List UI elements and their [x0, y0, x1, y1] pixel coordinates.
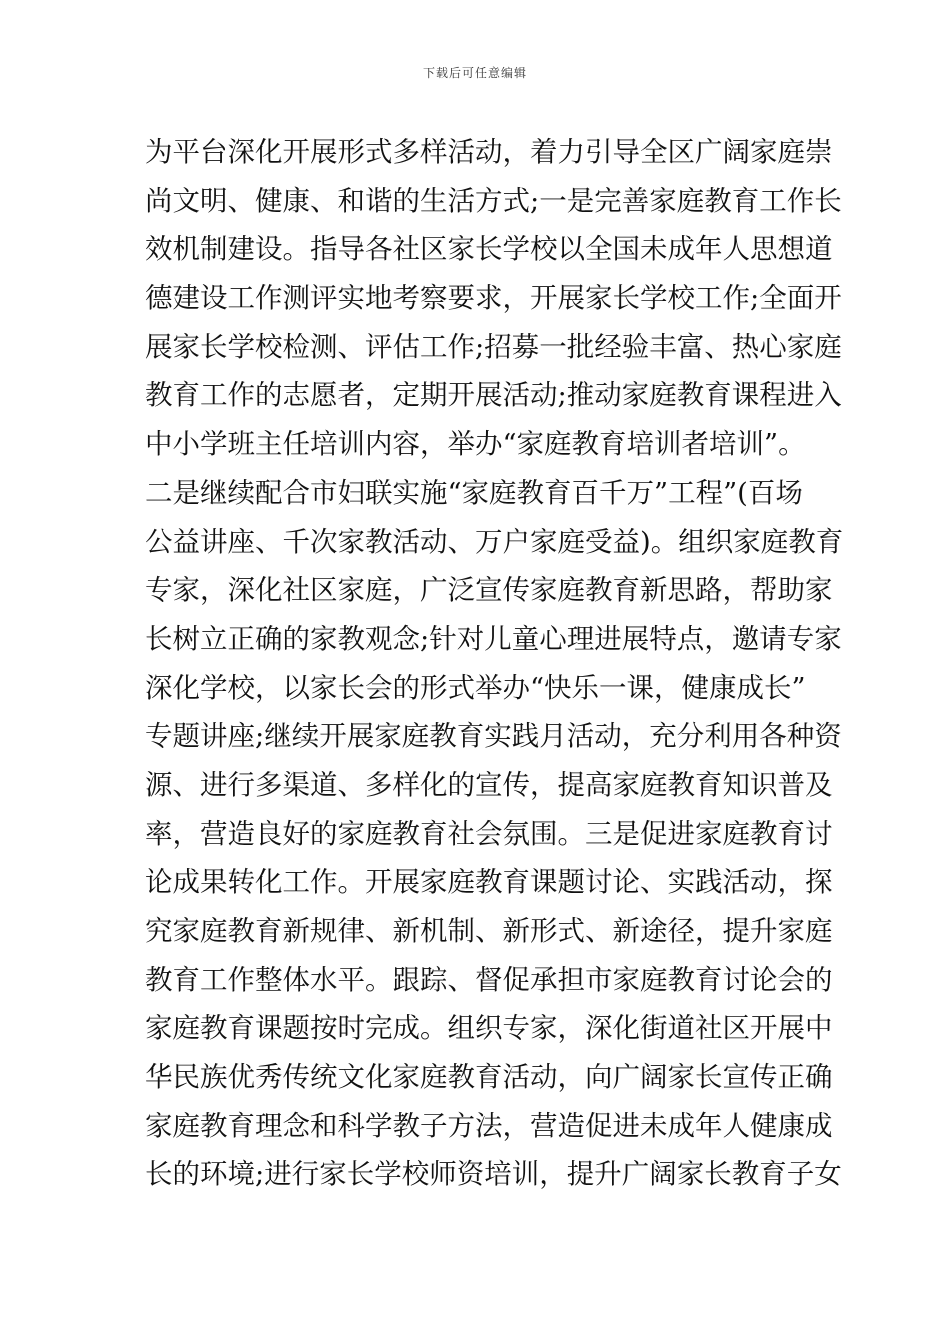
text-line: 论成果转化工作。开展家庭教育课题讨论、实践活动，探: [145, 866, 833, 899]
text-line: 二是继续配合市妇联实施“家庭教育百千万”工程”(百场: [145, 476, 803, 509]
text-line: 教育工作的志愿者，定期开展活动;推动家庭教育课程进入: [145, 379, 842, 412]
text-line: 教育工作整体水平。跟踪、督促承担市家庭教育讨论会的: [145, 963, 833, 996]
text-line: 展家长学校检测、评估工作;招募一批经验丰富、热心家庭: [145, 330, 842, 363]
body-paragraph: [145, 128, 844, 1199]
text-line: 公益讲座、千次家教活动、万户家庭受益)。组织家庭教育: [145, 525, 844, 558]
page-header: 下载后可任意编辑: [422, 66, 527, 80]
text-line: 专题讲座;继续开展家庭教育实践月活动，充分利用各种资: [145, 720, 842, 753]
text-line: 长树立正确的家教观念;针对儿童心理进展特点，邀请专家: [145, 622, 842, 655]
text-line: 家庭教育课题按时完成。组织专家，深化街道社区开展中: [145, 1012, 833, 1045]
text-line: 源、进行多渠道、多样化的宣传，提高家庭教育知识普及: [145, 768, 833, 801]
text-line: 效机制建设。指导各社区家长学校以全国未成年人思想道: [145, 233, 833, 266]
text-line: 德建设工作测评实地考察要求，开展家长学校工作;全面开: [145, 282, 842, 315]
text-line: 中小学班主任培训内容，举办“家庭教育培训者培训”。: [145, 428, 806, 461]
text-line: 专家，深化社区家庭，广泛宣传家庭教育新思路，帮助家: [145, 574, 833, 607]
text-line: 家庭教育理念和科学教子方法，营造促进未成年人健康成: [145, 1109, 833, 1142]
text-line: 为平台深化开展形式多样活动，着力引导全区广阔家庭崇: [145, 136, 833, 168]
text-line: 率，营造良好的家庭教育社会氛围。三是促进家庭教育讨: [145, 817, 833, 850]
text-line: 尚文明、健康、和谐的生活方式;一是完善家庭教育工作长: [145, 184, 842, 217]
text-line: 究家庭教育新规律、新机制、新形式、新途径，提升家庭: [145, 915, 833, 947]
text-line: 长的环境;进行家长学校师资培训，提升广阔家长教育子女: [145, 1158, 842, 1191]
text-line: 深化学校，以家长会的形式举办“快乐一课，健康成长”: [145, 671, 806, 704]
text-line: 华民族优秀传统文化家庭教育活动，向广阔家长宣传正确: [145, 1061, 833, 1094]
